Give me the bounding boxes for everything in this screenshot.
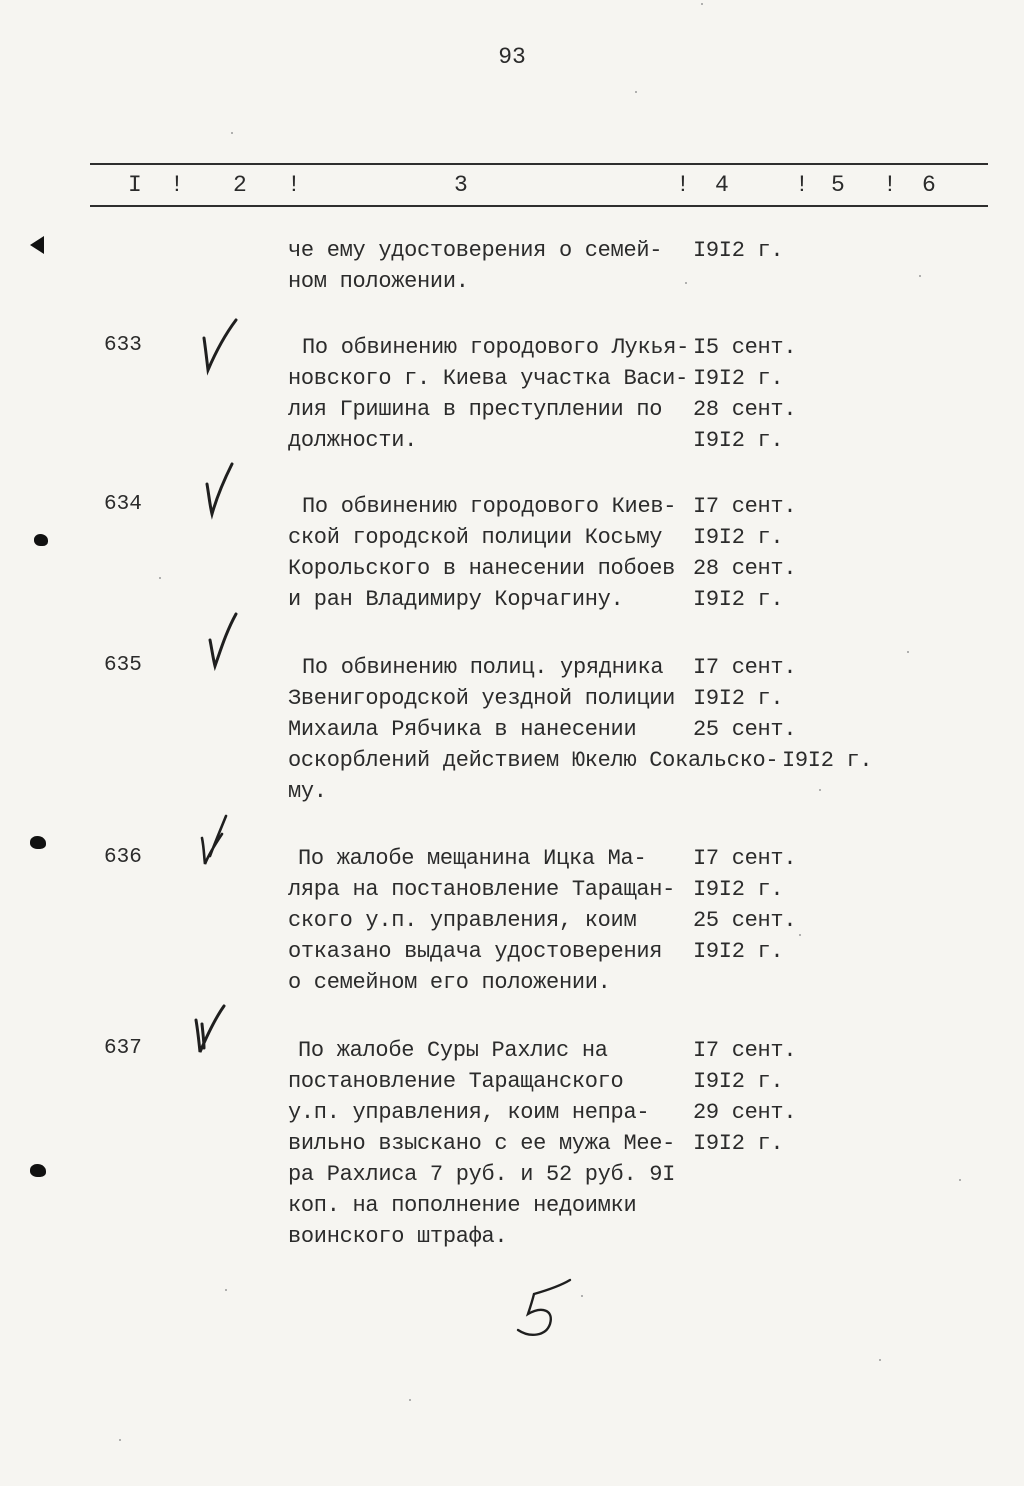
date-line: I9I2 г. [693,238,784,263]
description-line: По обвинению полиц. урядника [302,655,664,680]
description-line: воинского штрафа. [288,1224,508,1249]
header-col-5: 5 [831,172,845,198]
description-line: ном положении. [288,269,469,294]
date-line: I9I2 г. [693,366,784,391]
description-line: ской городской полиции Косьму [288,525,663,550]
description-line: По жалобе Суры Рахлис на [298,1038,608,1063]
punch-hole-icon [30,1164,46,1177]
description-line: По жалобе мещанина Ицка Ма- [298,846,647,871]
entry-number: 633 [104,334,142,357]
check-mark-icon [196,812,242,876]
date-line: I9I2 г. [693,525,784,550]
header-col-4: 4 [715,172,729,198]
date-line: 25 сент. [693,717,797,742]
punch-hole-icon [30,836,46,849]
description-line: и ран Владимиру Корчагину. [288,587,624,612]
page-number: 93 [498,44,526,70]
date-line: 28 сент. [693,397,797,422]
description-line: ляра на постановление Таращан- [288,877,676,902]
check-mark-icon [190,1002,236,1066]
entry-number: 636 [104,846,142,869]
handwritten-page-mark [508,1276,588,1346]
date-line: I9I2 г. [693,587,784,612]
description-line: у.п. управления, коим непра- [288,1100,650,1125]
check-mark-icon [202,610,248,674]
description-line: Михаила Рябчика в нанесении [288,717,637,742]
description-line: Звенигородской уездной полиции [288,686,676,711]
punch-hole-icon [34,534,48,546]
description-line: ского у.п. управления, коим [288,908,637,933]
header-rule-top [90,163,988,165]
description-line: новского г. Киева участка Васи- [288,366,688,391]
check-mark-icon [198,460,244,524]
description-line: коп. на пополнение недоимки [288,1193,637,1218]
description-line: По обвинению городового Лукья- [302,335,690,360]
header-separator: ! [287,172,301,198]
description-line: оскорблений действием Юкелю Сокальско- [288,748,779,773]
date-line: I9I2 г. [693,1069,784,1094]
punch-hole-icon [30,236,44,254]
date-line: I7 сент. [693,1038,797,1063]
entry-number: 635 [104,654,142,677]
description-line: лия Гришина в преступлении по [288,397,663,422]
header-col-1: I [128,172,142,198]
date-line: I5 сент. [693,335,797,360]
description-line: ра Рахлиса 7 руб. и 52 руб. 9I [288,1162,676,1187]
description-line: че ему удостоверения о семей- [288,238,663,263]
entry-number: 637 [104,1037,142,1060]
description-line: вильно взыскано с ее мужа Мее- [288,1131,676,1156]
description-line: Корольского в нанесении побоев [288,556,676,581]
description-line: му. [288,779,327,804]
header-separator: ! [883,172,897,198]
date-line: I7 сент. [693,846,797,871]
date-line: I9I2 г. [693,877,784,902]
description-line: о семейном его положении. [288,970,611,995]
date-line: I9I2 г. [693,686,784,711]
entry-number: 634 [104,493,142,516]
header-col-6: 6 [922,172,936,198]
date-line: I9I2 г. [782,748,873,773]
check-mark-icon [196,318,242,382]
description-line: отказано выдача удостоверения [288,939,663,964]
description-line: По обвинению городового Киев- [302,494,677,519]
description-line: должности. [288,428,418,453]
header-col-3: 3 [454,172,468,198]
date-line: I7 сент. [693,494,797,519]
date-line: 28 сент. [693,556,797,581]
header-separator: ! [795,172,809,198]
date-line: 29 сент. [693,1100,797,1125]
header-separator: ! [676,172,690,198]
date-line: I7 сент. [693,655,797,680]
description-line: постановление Таращанского [288,1069,624,1094]
date-line: 25 сент. [693,908,797,933]
header-rule-bottom [90,205,988,207]
date-line: I9I2 г. [693,428,784,453]
date-line: I9I2 г. [693,1131,784,1156]
header-col-2: 2 [233,172,247,198]
date-line: I9I2 г. [693,939,784,964]
header-separator: ! [170,172,184,198]
